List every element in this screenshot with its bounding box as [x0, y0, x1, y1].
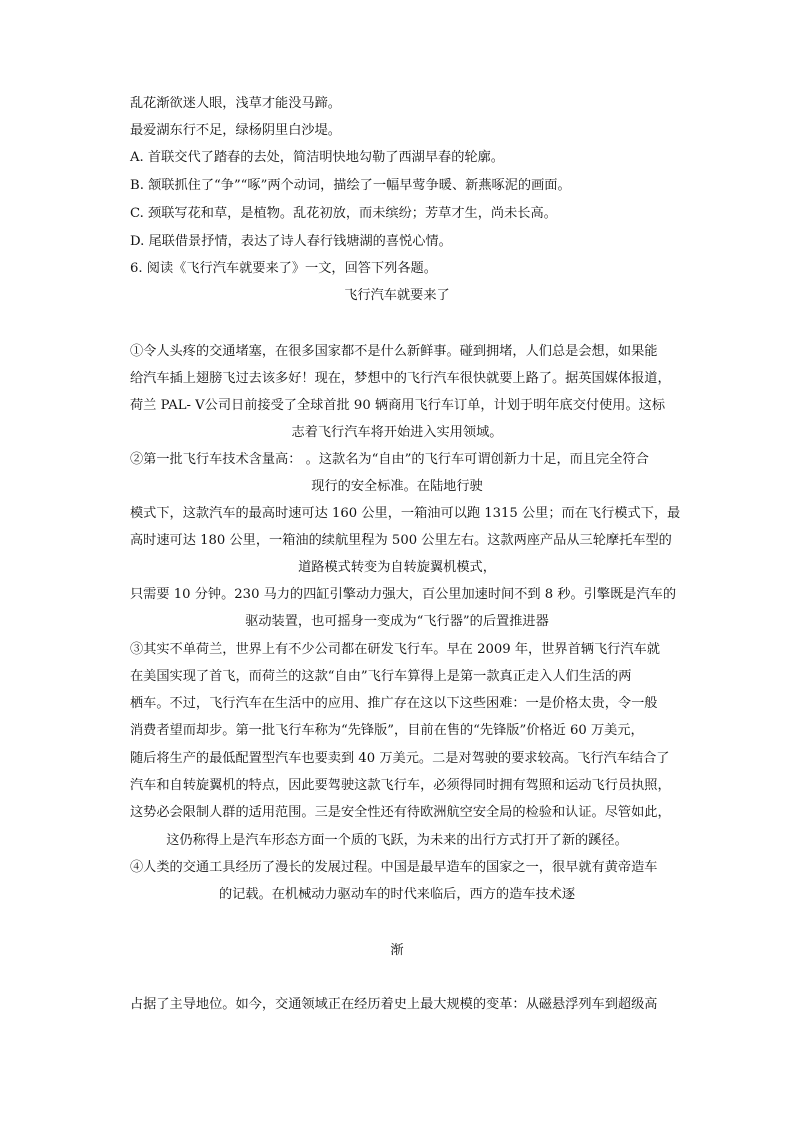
paragraph-4-line-3: 渐	[390, 943, 404, 958]
paragraph-3-line-1: ③其实不单荷兰，世界上有不少公司都在研发飞行车。早在 2009 年，世界首辆飞行汽车就	[130, 642, 660, 657]
paragraph-4-line-1: ④人类的交通工具经历了漫长的发展过程。中国是最早造车的国家之一，很早就有黄帝造车	[130, 860, 658, 875]
paragraph-4-line-2: 的记载。在机械动力驱动车的时代来临后，西方的造车技术逐	[218, 887, 576, 902]
paragraph-3-line-8: 这仍称得上是汽车形态方面一个质的飞跃，为未来的出行方式打开了新的蹊径。	[166, 833, 628, 848]
option-c: C. 颈联写花和草，是植物。乱花初放，而未缤纷；芳草才生，尚未长高。	[130, 206, 557, 221]
option-d: D. 尾联借景抒情，表达了诗人春行钱塘湖的喜悦心情。	[130, 234, 452, 249]
paragraph-3-line-3: 栖车。不过，飞行汽车在生活中的应用、推广存在这以下这些困难：一是价格太贵，令一般	[130, 696, 658, 711]
article-title: 飞行汽车就要来了	[344, 288, 450, 303]
paragraph-2-line-5: 道路模式转变为自转旋翼机模式，	[298, 560, 496, 575]
poem-line-2: 最爱湖东行不足，绿杨阴里白沙堤。	[130, 123, 341, 138]
poem-line-1: 乱花渐欲迷人眼，浅草才能没马蹄。	[130, 96, 341, 111]
paragraph-2-line-4: 高时速可达 180 公里，一箱油的续航里程为 500 公里左右。这款两座产品从三轮摩托车型的	[130, 533, 672, 548]
paragraph-3-line-6: 汽车和自转旋翼机的特点，因此要驾驶这款飞行车，必须得同时拥有驾照和运动飞行员执照，	[130, 778, 671, 793]
paragraph-2-line-7: 驱动装置，也可摇身一变成为“飞行器”的后置推进器	[245, 614, 549, 629]
paragraph-2-line-6: 只需要 10 分钟。230 马力的四缸引擎动力强大，百公里加速时间不到 8 秒。引擎既是汽车的	[130, 587, 677, 602]
option-a: A. 首联交代了踏春的去处，简洁明快地勾勒了西湖早春的轮廓。	[130, 150, 504, 165]
paragraph-1-line-3: 荷兰 PAL- V公司日前接受了全球首批 90 辆商用飞行车订单，计划于明年底交付使用。这标	[130, 398, 666, 413]
paragraph-3-line-5: 随后将生产的最低配置型汽车也要卖到 40 万美元。二是对驾驶的要求较高。飞行汽车结合了	[130, 751, 670, 766]
paragraph-1-line-2: 给汽车插上翅膀飞过去该多好！现在，梦想中的飞行汽车很快就要上路了。据英国媒体报道，	[130, 371, 671, 386]
paragraph-2-line-3: 模式下，这款汽车的最高时速可达 160 公里，一箱油可以跑 1315 公里；而在飞行模式下，最	[130, 506, 681, 521]
paragraph-3-line-2: 在美国实现了首飞，而荷兰的这款“自由”飞行车算得上是第一款真正走入人们生活的两	[130, 669, 632, 684]
paragraph-1-line-4: 志着飞行汽车将开始进入实用领域。	[291, 425, 503, 440]
paragraph-2-line-2: 现行的安全标准。在陆地行驶	[311, 479, 483, 494]
question-6: 6. 阅读《飞行汽车就要来了》一文，回答下列各题。	[130, 261, 437, 276]
paragraph-1-line-1: ①令人头疼的交通堵塞，在很多国家都不是什么新鲜事。碰到拥堵，人们总是会想，如果能	[130, 344, 658, 359]
paragraph-3-line-7: 这势必会限制人群的适用范围。三是安全性还有待欧洲航空安全局的检验和认证。尽管如此，	[130, 805, 671, 820]
paragraph-2-line-1: ②第一批飞行车技术含量高： 。这款名为“自由”的飞行车可谓创新力十足，而且完全符合	[130, 452, 649, 467]
paragraph-4-line-4: 占据了主导地位。如今，交通领域正在经历着史上最大规模的变革：从磁悬浮列车到超级高	[130, 997, 658, 1012]
option-b: B. 颔联抓住了“争”“啄”两个动词，描绘了一幅早莺争暖、新燕啄泥的画面。	[130, 178, 571, 193]
paragraph-3-line-4: 消费者望而却步。第一批飞行车称为“先锋版”，目前在售的“先锋版”价格近 60 万美元，	[130, 723, 644, 738]
